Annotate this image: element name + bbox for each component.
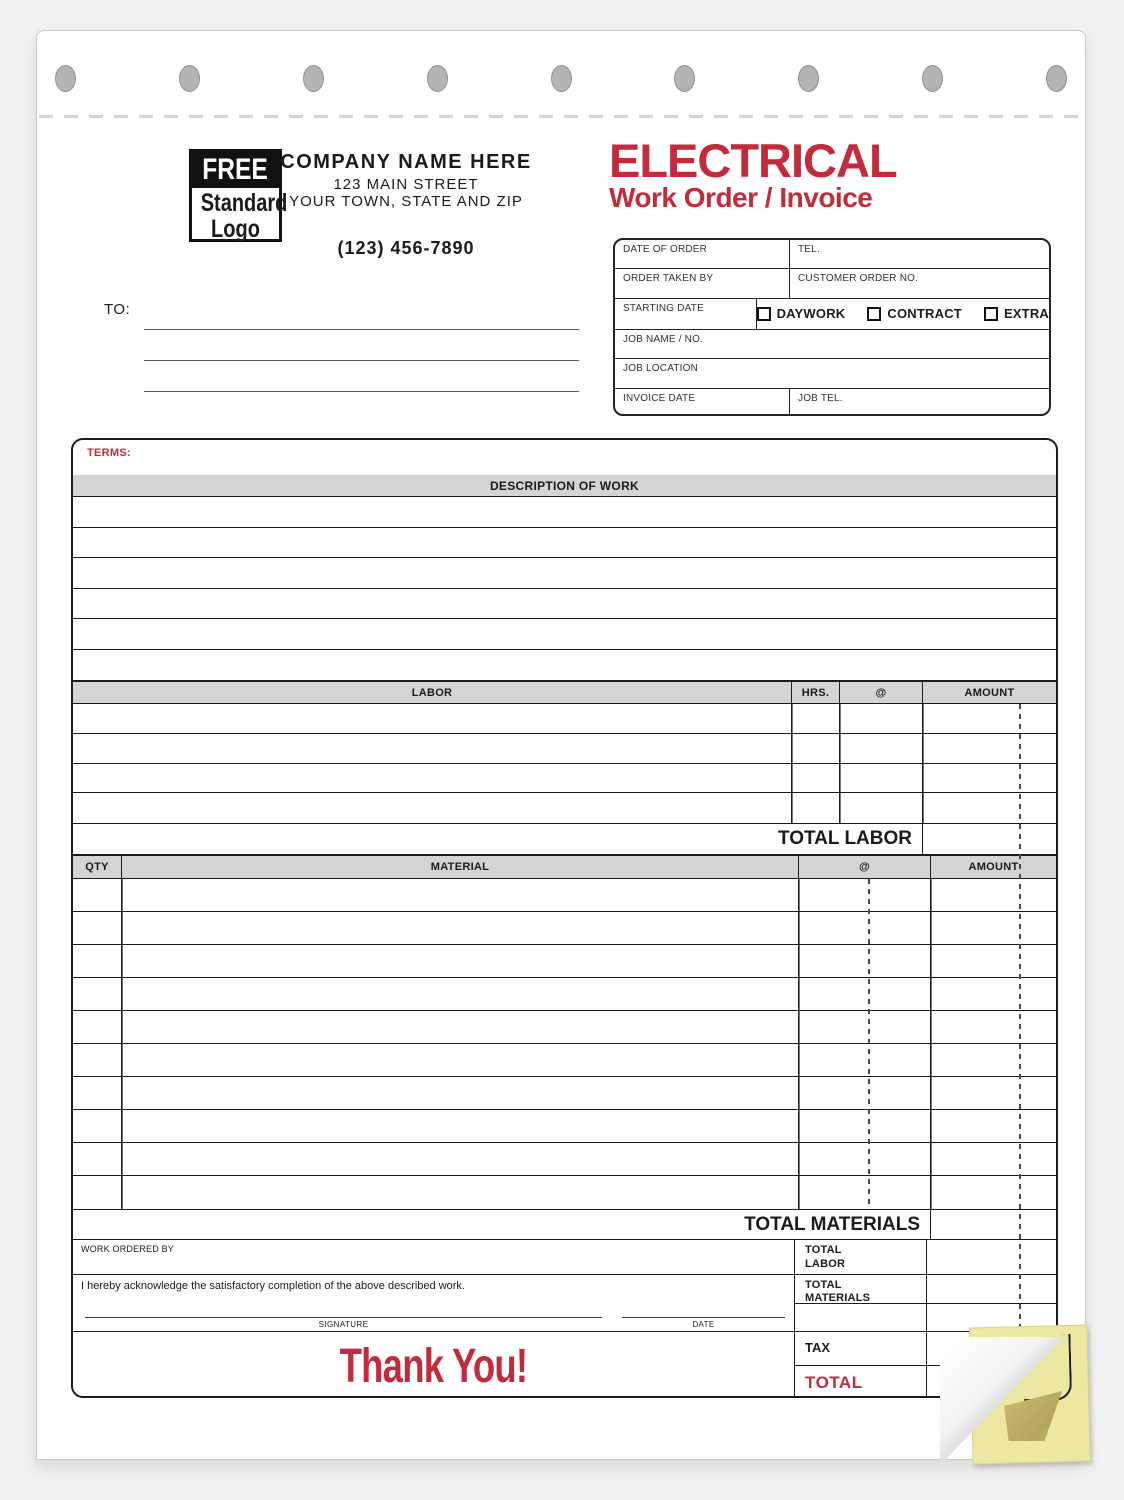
- date-caption: DATE: [692, 1320, 715, 1330]
- extra-option: [984, 306, 1049, 321]
- daywork-option: [757, 306, 846, 321]
- invoice-sheet: [36, 30, 1086, 1460]
- description-row[interactable]: [73, 558, 1056, 589]
- material-row[interactable]: [73, 1110, 1056, 1143]
- at-cents-dashed-line: [868, 879, 870, 1209]
- job-name-no-label: JOB NAME / NO.: [623, 333, 704, 345]
- hrs-column-header: HRS.: [791, 682, 839, 703]
- material-row[interactable]: [73, 1044, 1056, 1077]
- at-column-header: @: [839, 682, 922, 703]
- material-row[interactable]: [73, 978, 1056, 1011]
- qty-column-header: QTY: [85, 861, 109, 873]
- form-subtitle: Work Order / Invoice: [609, 182, 873, 213]
- footer-total-labor-amount-cell[interactable]: [927, 1240, 1056, 1275]
- grand-total-label: TOTAL: [805, 1373, 863, 1393]
- to-address-line-1[interactable]: [144, 329, 579, 330]
- total-labor-amount-cell[interactable]: [922, 824, 1056, 854]
- material-amount-column-header: AMOUNT: [930, 856, 1056, 878]
- form-title-block: [609, 134, 1059, 214]
- to-address-line-3[interactable]: [144, 391, 579, 392]
- to-address-line-2[interactable]: [144, 360, 579, 361]
- punch-hole: [922, 65, 943, 92]
- tel-label: TEL.: [798, 244, 820, 255]
- signature-caption: SIGNATURE: [318, 1320, 369, 1330]
- description-row[interactable]: [73, 650, 1056, 681]
- description-row[interactable]: [73, 497, 1056, 528]
- work-ordered-by-label: WORK ORDERED BY: [81, 1244, 175, 1254]
- punch-hole: [55, 65, 76, 92]
- carbon-copy-corner: [942, 1319, 1092, 1471]
- daywork-checkbox[interactable]: [757, 307, 771, 321]
- order-taken-by-field[interactable]: [615, 269, 790, 297]
- material-row[interactable]: [73, 945, 1056, 978]
- total-materials-label: TOTAL MATERIALS: [744, 1213, 920, 1235]
- punch-hole: [674, 65, 695, 92]
- invoice-date-label: INVOICE DATE: [623, 392, 696, 404]
- material-row[interactable]: [73, 1143, 1056, 1176]
- description-row[interactable]: [73, 589, 1056, 620]
- logo-free-text: FREE: [192, 152, 279, 188]
- amount-cents-dashed-line: [1019, 704, 1021, 1394]
- labor-rows: [73, 704, 1056, 823]
- company-address-line2: YOUR TOWN, STATE AND ZIP: [289, 193, 523, 210]
- footer-total-labor-label: TOTAL LABOR: [795, 1240, 926, 1275]
- tel-field[interactable]: [790, 240, 1049, 268]
- material-row[interactable]: [73, 1011, 1056, 1044]
- description-row[interactable]: [73, 619, 1056, 650]
- punch-hole: [798, 65, 819, 92]
- contract-label: CONTRACT: [887, 306, 962, 322]
- date-of-order-field[interactable]: [615, 240, 790, 268]
- labor-row[interactable]: [73, 764, 1056, 794]
- punch-hole: [303, 65, 324, 92]
- date-of-order-label: DATE OF ORDER: [623, 244, 708, 255]
- order-taken-by-label: ORDER TAKEN BY: [623, 273, 714, 285]
- acknowledgement-text: I hereby acknowledge the satisfactory completion of the above described work.: [81, 1279, 465, 1292]
- company-block: [236, 151, 576, 259]
- customer-order-no-label: CUSTOMER ORDER NO.: [798, 273, 919, 285]
- work-ordered-by-field[interactable]: [73, 1240, 794, 1275]
- work-order-table: [71, 438, 1058, 1398]
- total-materials-row: [73, 1209, 1056, 1239]
- company-name: COMPANY NAME HERE: [280, 151, 532, 173]
- customer-order-no-field[interactable]: [790, 269, 1049, 297]
- footer-total-materials-amount-cell[interactable]: [927, 1275, 1056, 1304]
- extra-label: EXTRA: [1003, 306, 1049, 322]
- tax-label: TAX: [795, 1332, 926, 1366]
- work-type-checkboxes: [757, 299, 1049, 329]
- starting-date-field[interactable]: [615, 299, 757, 329]
- punch-hole: [1046, 65, 1067, 92]
- footer-spacer-label-cell: [795, 1304, 926, 1333]
- material-at-column-header: @: [798, 856, 930, 878]
- total-labor-row: [73, 823, 1056, 854]
- material-row[interactable]: [73, 879, 1056, 912]
- footer-total-materials-label: TOTAL MATERIALS: [795, 1275, 926, 1304]
- punch-hole: [179, 65, 200, 92]
- description-row[interactable]: [73, 528, 1056, 559]
- signature-line[interactable]: [85, 1317, 602, 1318]
- total-labor-label: TOTAL LABOR: [777, 828, 912, 849]
- description-of-work-header: DESCRIPTION OF WORK: [73, 475, 1056, 497]
- invoice-date-field[interactable]: [615, 389, 790, 414]
- contract-checkbox[interactable]: [867, 307, 881, 321]
- daywork-label: DAYWORK: [776, 306, 846, 322]
- material-row[interactable]: [73, 1077, 1056, 1110]
- material-row[interactable]: [73, 1176, 1056, 1209]
- amount-column-header: AMOUNT: [922, 682, 1056, 703]
- contract-option: [867, 306, 962, 321]
- materials-header-bar: [73, 854, 1056, 879]
- date-line[interactable]: [622, 1317, 785, 1318]
- company-address-line1: 123 MAIN STREET: [333, 176, 479, 193]
- labor-column-header: LABOR: [411, 686, 453, 699]
- labor-header-bar: [73, 680, 1056, 704]
- thank-you-text: Thank You!: [339, 1340, 528, 1394]
- job-location-label: JOB LOCATION: [623, 363, 699, 375]
- thank-you-cell: [73, 1332, 794, 1398]
- job-name-no-field[interactable]: [615, 330, 1049, 358]
- footer-section: [73, 1239, 1056, 1398]
- job-tel-label: JOB TEL.: [798, 392, 843, 404]
- perforation-line: [39, 115, 1083, 118]
- job-tel-field[interactable]: [790, 389, 1049, 414]
- material-rows: [73, 879, 1056, 1209]
- description-rows: [73, 497, 1056, 680]
- labor-row[interactable]: [73, 704, 1056, 734]
- acknowledgement-cell: [73, 1275, 794, 1333]
- extra-checkbox[interactable]: [984, 307, 998, 321]
- labor-row[interactable]: [73, 793, 1056, 823]
- form-title: ELECTRICAL: [609, 134, 897, 187]
- company-phone: (123) 456-7890: [337, 238, 475, 258]
- to-label: TO:: [104, 301, 131, 318]
- terms-field[interactable]: [73, 440, 1056, 475]
- starting-date-label: STARTING DATE: [623, 302, 704, 314]
- punch-hole: [427, 65, 448, 92]
- punch-holes-row: [55, 65, 1067, 92]
- order-info-grid: [613, 238, 1051, 416]
- labor-row[interactable]: [73, 734, 1056, 764]
- total-materials-amount-cell[interactable]: [930, 1210, 1056, 1239]
- job-location-field[interactable]: [615, 359, 1049, 387]
- punch-hole: [551, 65, 572, 92]
- material-column-header: MATERIAL: [121, 856, 798, 878]
- material-row[interactable]: [73, 912, 1056, 945]
- logo-standard-text: Standard Logo: [200, 189, 288, 243]
- terms-label: TERMS:: [87, 447, 131, 459]
